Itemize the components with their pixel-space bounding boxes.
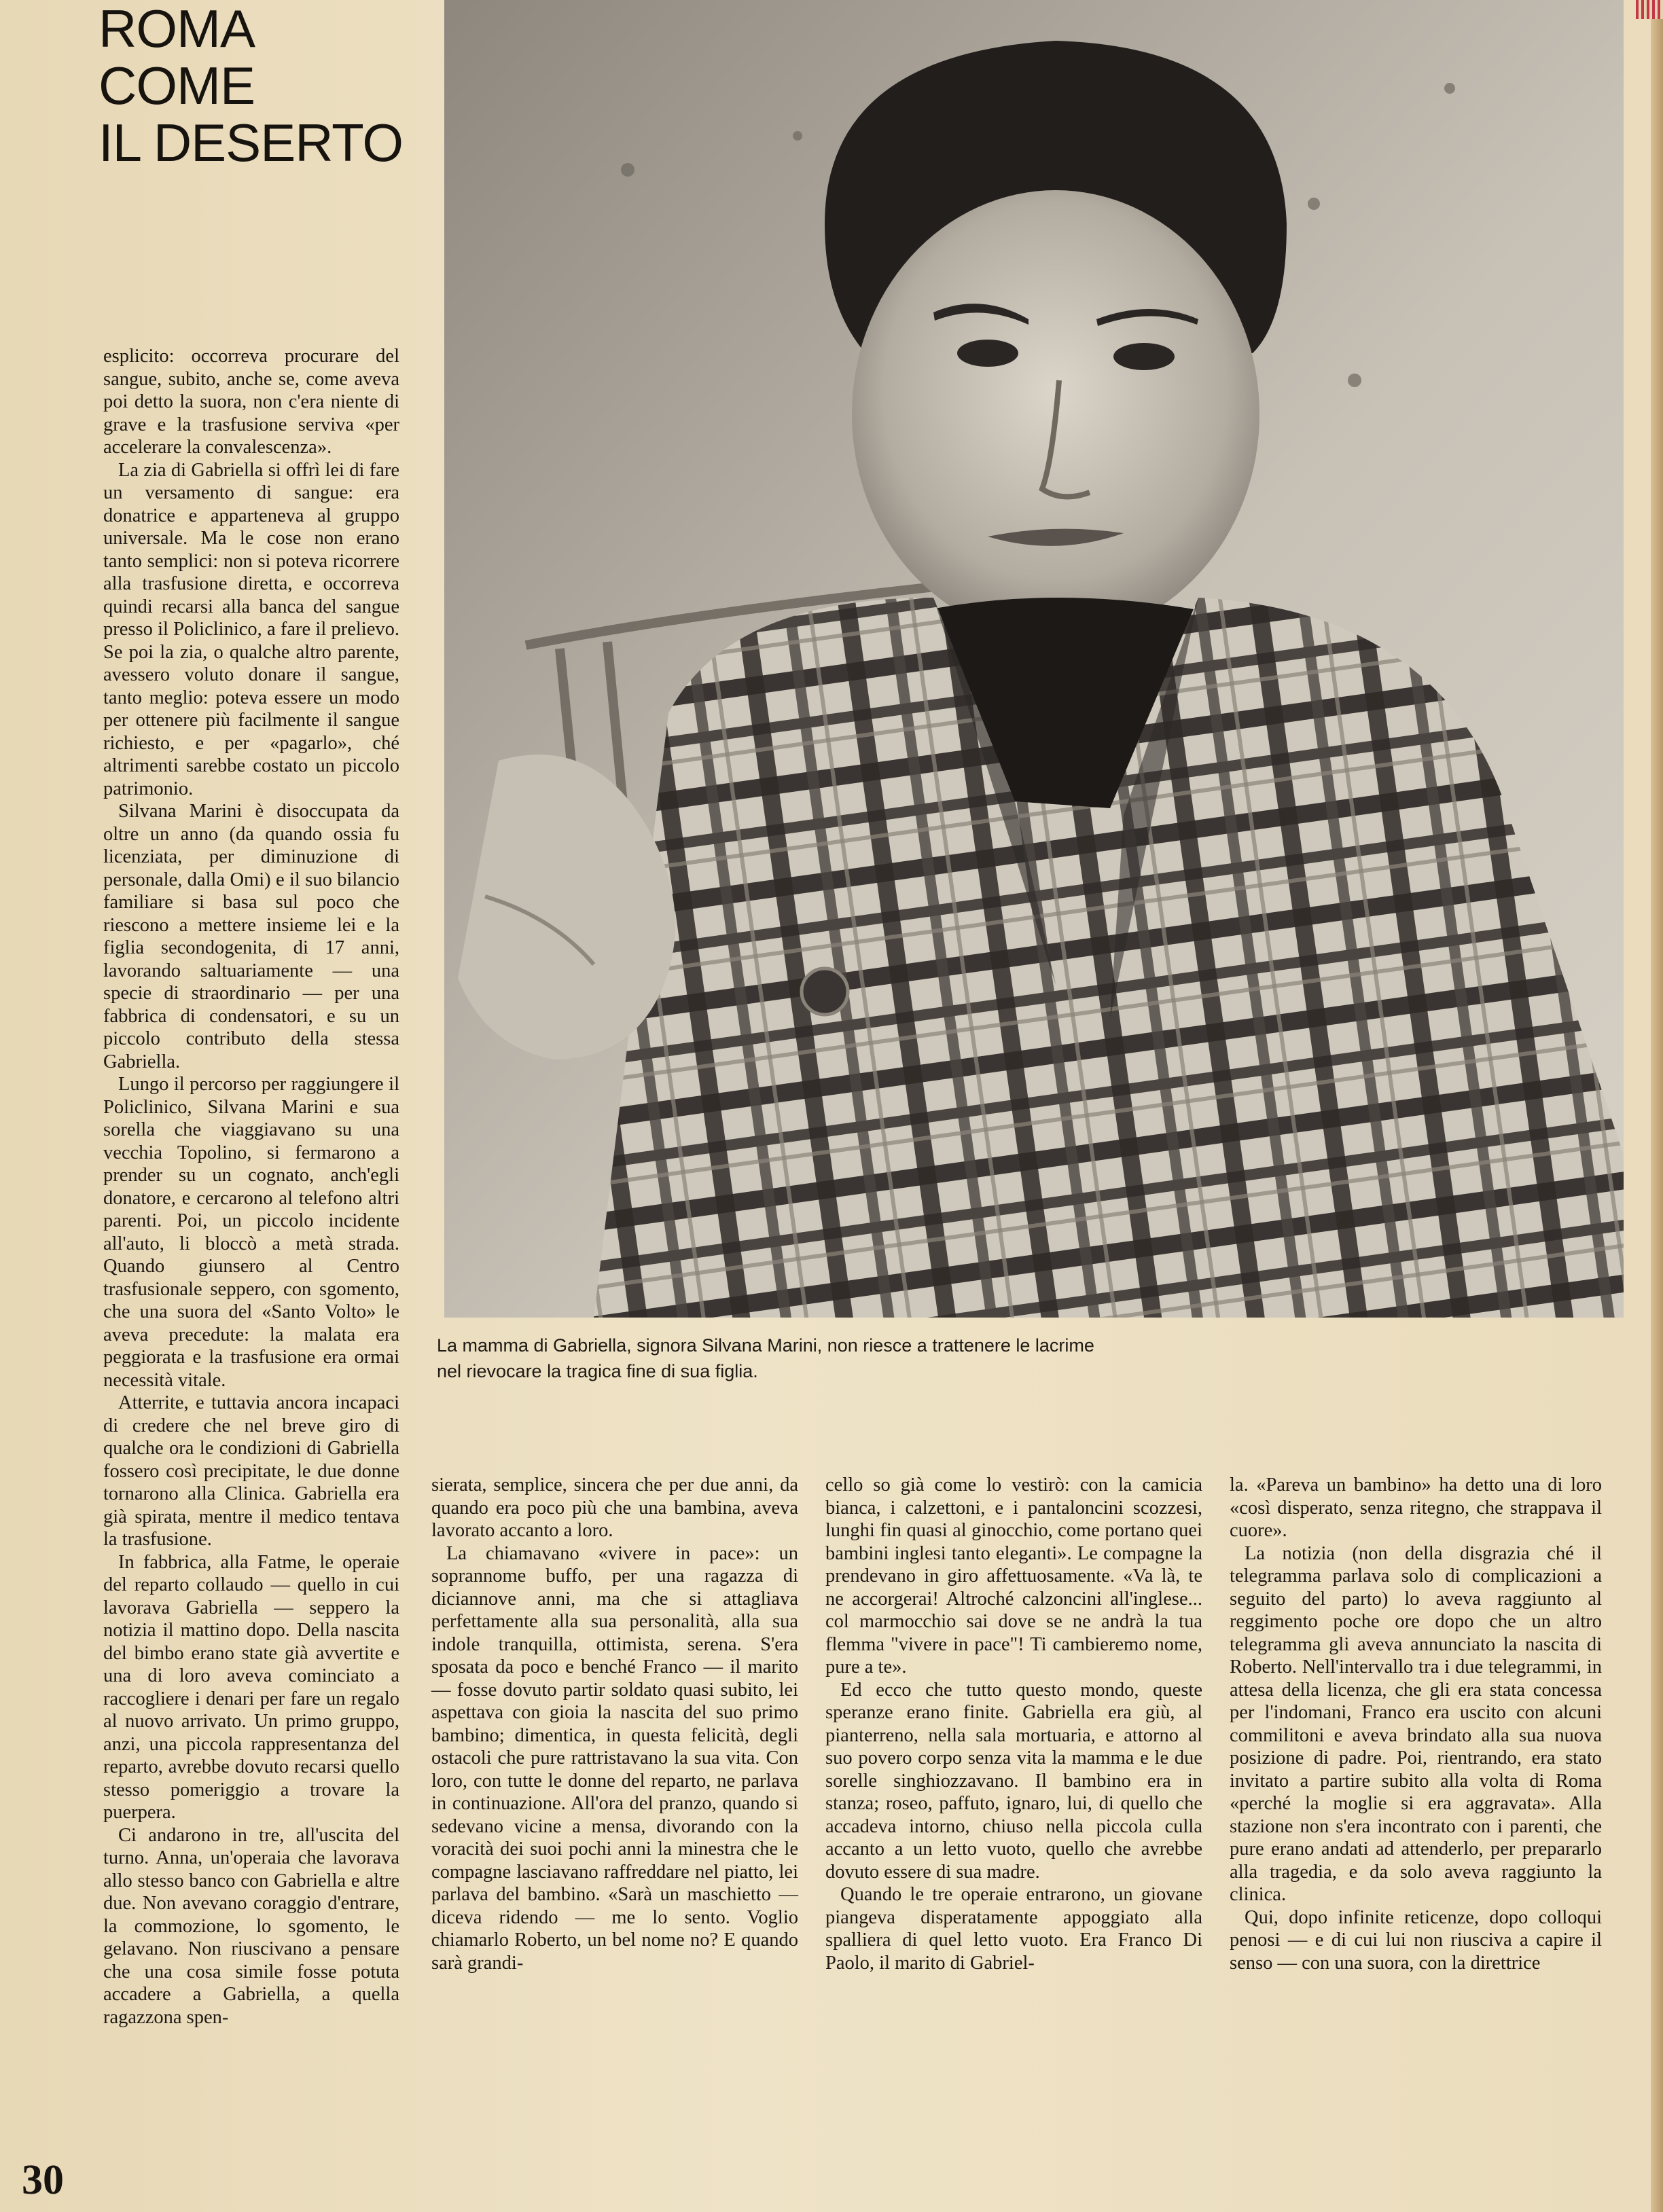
article-paragraph: la. «Pareva un bambino» ha detto una di loro «così disperato, senza ritegno, che strappava il cuore».	[1230, 1474, 1602, 1541]
article-paragraph: Atterrite, e tuttavia ancora incapaci di credere che nel breve giro di qualche ora le condizioni di Gabriella fossero così precipitate, le due donne tornarono alla Clinica. Gabriella era già spirata, mentre il medico tentava la trasfusione.	[103, 1392, 399, 1550]
article-paragraph: La zia di Gabriella si offrì lei di fare un versamento di sangue: era donatrice e apparteneva al gruppo universale. Ma le cose non erano tanto semplici: non si poteva ricorrere alla trasfusione diretta, e occorreva quindi recarsi alla banca del sangue presso il Policlinico, a fare il prelievo. Se poi la zia, o qualche altro parente, avessero voluto donare il sangue, tanto meglio: poteva essere un modo per ottenere più facilmente il sangue richiesto, e per «pagarlo», ché altrimenti sarebbe costato un piccolo patrimonio.	[103, 459, 399, 799]
article-paragraph: Quando le tre operaie entrarono, un giovane piangeva disperatamente appoggiato alla spalliera di quel letto vuoto. Era Franco Di Paolo, il marito di Gabriel-	[825, 1884, 1202, 1974]
article-paragraph: Lungo il percorso per raggiungere il Policlinico, Silvana Marini e sua sorella che viaggiavano su una vecchia Topolino, si fermarono a prender su un cognato, anch'egli donatore, e cercarono al telefono altri parenti. Poi, un piccolo incidente all'auto, li bloccò a metà strada. Quando giunsero al Centro trasfusionale seppero, con sgomento, che una suora del «Santo Volto» le aveva precedute: la malata era peggiorata e la trasfusione era ormai necessità vitale.	[103, 1074, 399, 1391]
article-paragraph: La chiamavano «vivere in pace»: un soprannome buffo, per una ragazza di diciannove anni, ma che si attagliava perfettamente alla sua personalità, alla sua indole tranquilla, ottimista, serena. S'era sposata da poco e benché Franco — il marito — fosse dovuto partir soldato quasi subito, lei aspettava con gioia la nascita del suo primo bambino; dimentica, in questa felicità, degli ostacoli che pure rattristavano la sua vita. Con loro, con tutte le donne del reparto, ne parlava in continuazione. All'ora del pranzo, quando si sedevano vicine a mensa, divorando con la voracità dei suoi pochi anni la minestra che le compagne lasciavano raffreddare nel piatto, lei parlava del bambino. «Sarà un maschietto — diceva ridendo — me lo sento. Voglio chiamarlo Roberto, un bel nome no? E quando sarà grandi-	[431, 1542, 798, 1974]
article-paragraph: La notizia (non della disgrazia ché il telegramma parlava solo di complicazioni a seguito del parto) lo aveva raggiunto al reggimento poche ore dopo che un altro telegramma gli aveva annunciato la nascita di Roberto. Nell'intervallo tra i due telegrammi, in attesa della licenza, che gli era stata concessa per l'indomani, Franco era uscito con alcuni commilitoni e aveva brindato alla sua nuova posizione di padre. Poi, rientrando, era stato invitato a partire subito alla volta di Roma «perché la moglie si era aggravata». Alla stazione non s'era incontrato con i parenti, che pure erano andati ad attenderlo, per prepararlo alla tragedia, e da solo aveva raggiunto la clinica.	[1230, 1542, 1602, 1905]
article-column-1	[103, 345, 399, 2029]
page-edge-mark	[1636, 0, 1663, 19]
article-paragraph: Qui, dopo infinite reticenze, dopo colloqui penosi — e di cui lui non riusciva a capire il senso — con una suora, con la direttrice	[1230, 1906, 1602, 1974]
page-number: 30	[22, 2157, 64, 2203]
article-paragraph: Ed ecco che tutto questo mondo, queste speranze erano finite. Gabriella era giù, al pianterreno, nella sala mortuaria, e attorno al suo povero corpo senza vita la mamma e le due sorelle singhiozzavano. Il bambino era in stanza; roseo, paffuto, ignaro, lui, di quello che accadeva intorno, chiuso nella piccola culla accanto a un letto vuoto, quello che avrebbe dovuto essere di sua madre.	[825, 1679, 1202, 1883]
portrait-photo	[444, 0, 1624, 1318]
article-column-4	[1230, 1474, 1602, 1974]
headline	[99, 0, 418, 171]
article-paragraph: Silvana Marini è disoccupata da oltre un anno (da quando ossia fu licenziata, per diminuzione di personale, dalla Omi) e il suo bilancio familiare si basa sul poco che riescono a mettere insieme lei e la figlia secondogenita, di 17 anni, lavorando saltuariamente — una specie di straordinario — per una fabbrica di condensatori, e su un piccolo contributo della stessa Gabriella.	[103, 801, 399, 1072]
article-paragraph: In fabbrica, alla Fatme, le operaie del reparto collaudo — quello in cui lavorava Gabriella — seppero la notizia il mattino dopo. Della nascita del bimbo erano state già avvertite e una di loro aveva cominciato a raccogliere i denari per fare un regalo al nuovo arrivato. Un primo gruppo, anzi, una piccola rappresentanza del reparto, avrebbe dovuto recarsi quello stesso pomeriggio a trovare la puerpera.	[103, 1551, 399, 1823]
article-column-2	[431, 1474, 798, 1974]
headline-line-3: IL DESERTO	[99, 113, 404, 173]
portrait-illustration	[444, 0, 1624, 1318]
headline-line-1: ROMA	[99, 0, 255, 58]
article-column-3	[825, 1474, 1202, 1974]
photo-caption: La mamma di Gabriella, signora Silvana Marini, non riesce a trattenere le lacrime nel rievocare la tragica fine di sua figlia.	[437, 1335, 1094, 1381]
page-edge	[1651, 0, 1663, 2212]
article-paragraph: esplicito: occorreva procurare del sangue, subito, anche se, come aveva poi detto la suora, non c'era niente di grave e la trasfusione serviva «per accelerare la convalescenza».	[103, 346, 399, 458]
article-paragraph: Ci andarono in tre, all'uscita del turno. Anna, un'operaia che lavorava allo stesso banco con Gabriella e altre due. Non avevano coraggio d'entrare, la commozione, lo sgomento, le gelavano. Non riuscivano a pensare che una cosa simile fosse potuta accadere a Gabriella, a quella ragazzona spen-	[103, 1824, 399, 2028]
article-paragraph: sierata, semplice, sincera che per due anni, da quando era poco più che una bambina, aveva lavorato accanto a loro.	[431, 1474, 798, 1541]
article-paragraph: cello so già come lo vestirò: con la camicia bianca, i calzettoni, e i pantaloncini scozzesi, lunghi fin quasi al ginocchio, come portano quei bambini inglesi tanto eleganti». Le compagne la prendevano in giro affettuosamente. «Va là, te ne accorgerai! Altroché calzoncini all'inglese... col marmocchio sai dove se ne andrà la tua flemma "vivere in pace"! Ti cambieremo nome, pure a te».	[825, 1474, 1202, 1678]
headline-line-2: COME	[99, 56, 255, 115]
